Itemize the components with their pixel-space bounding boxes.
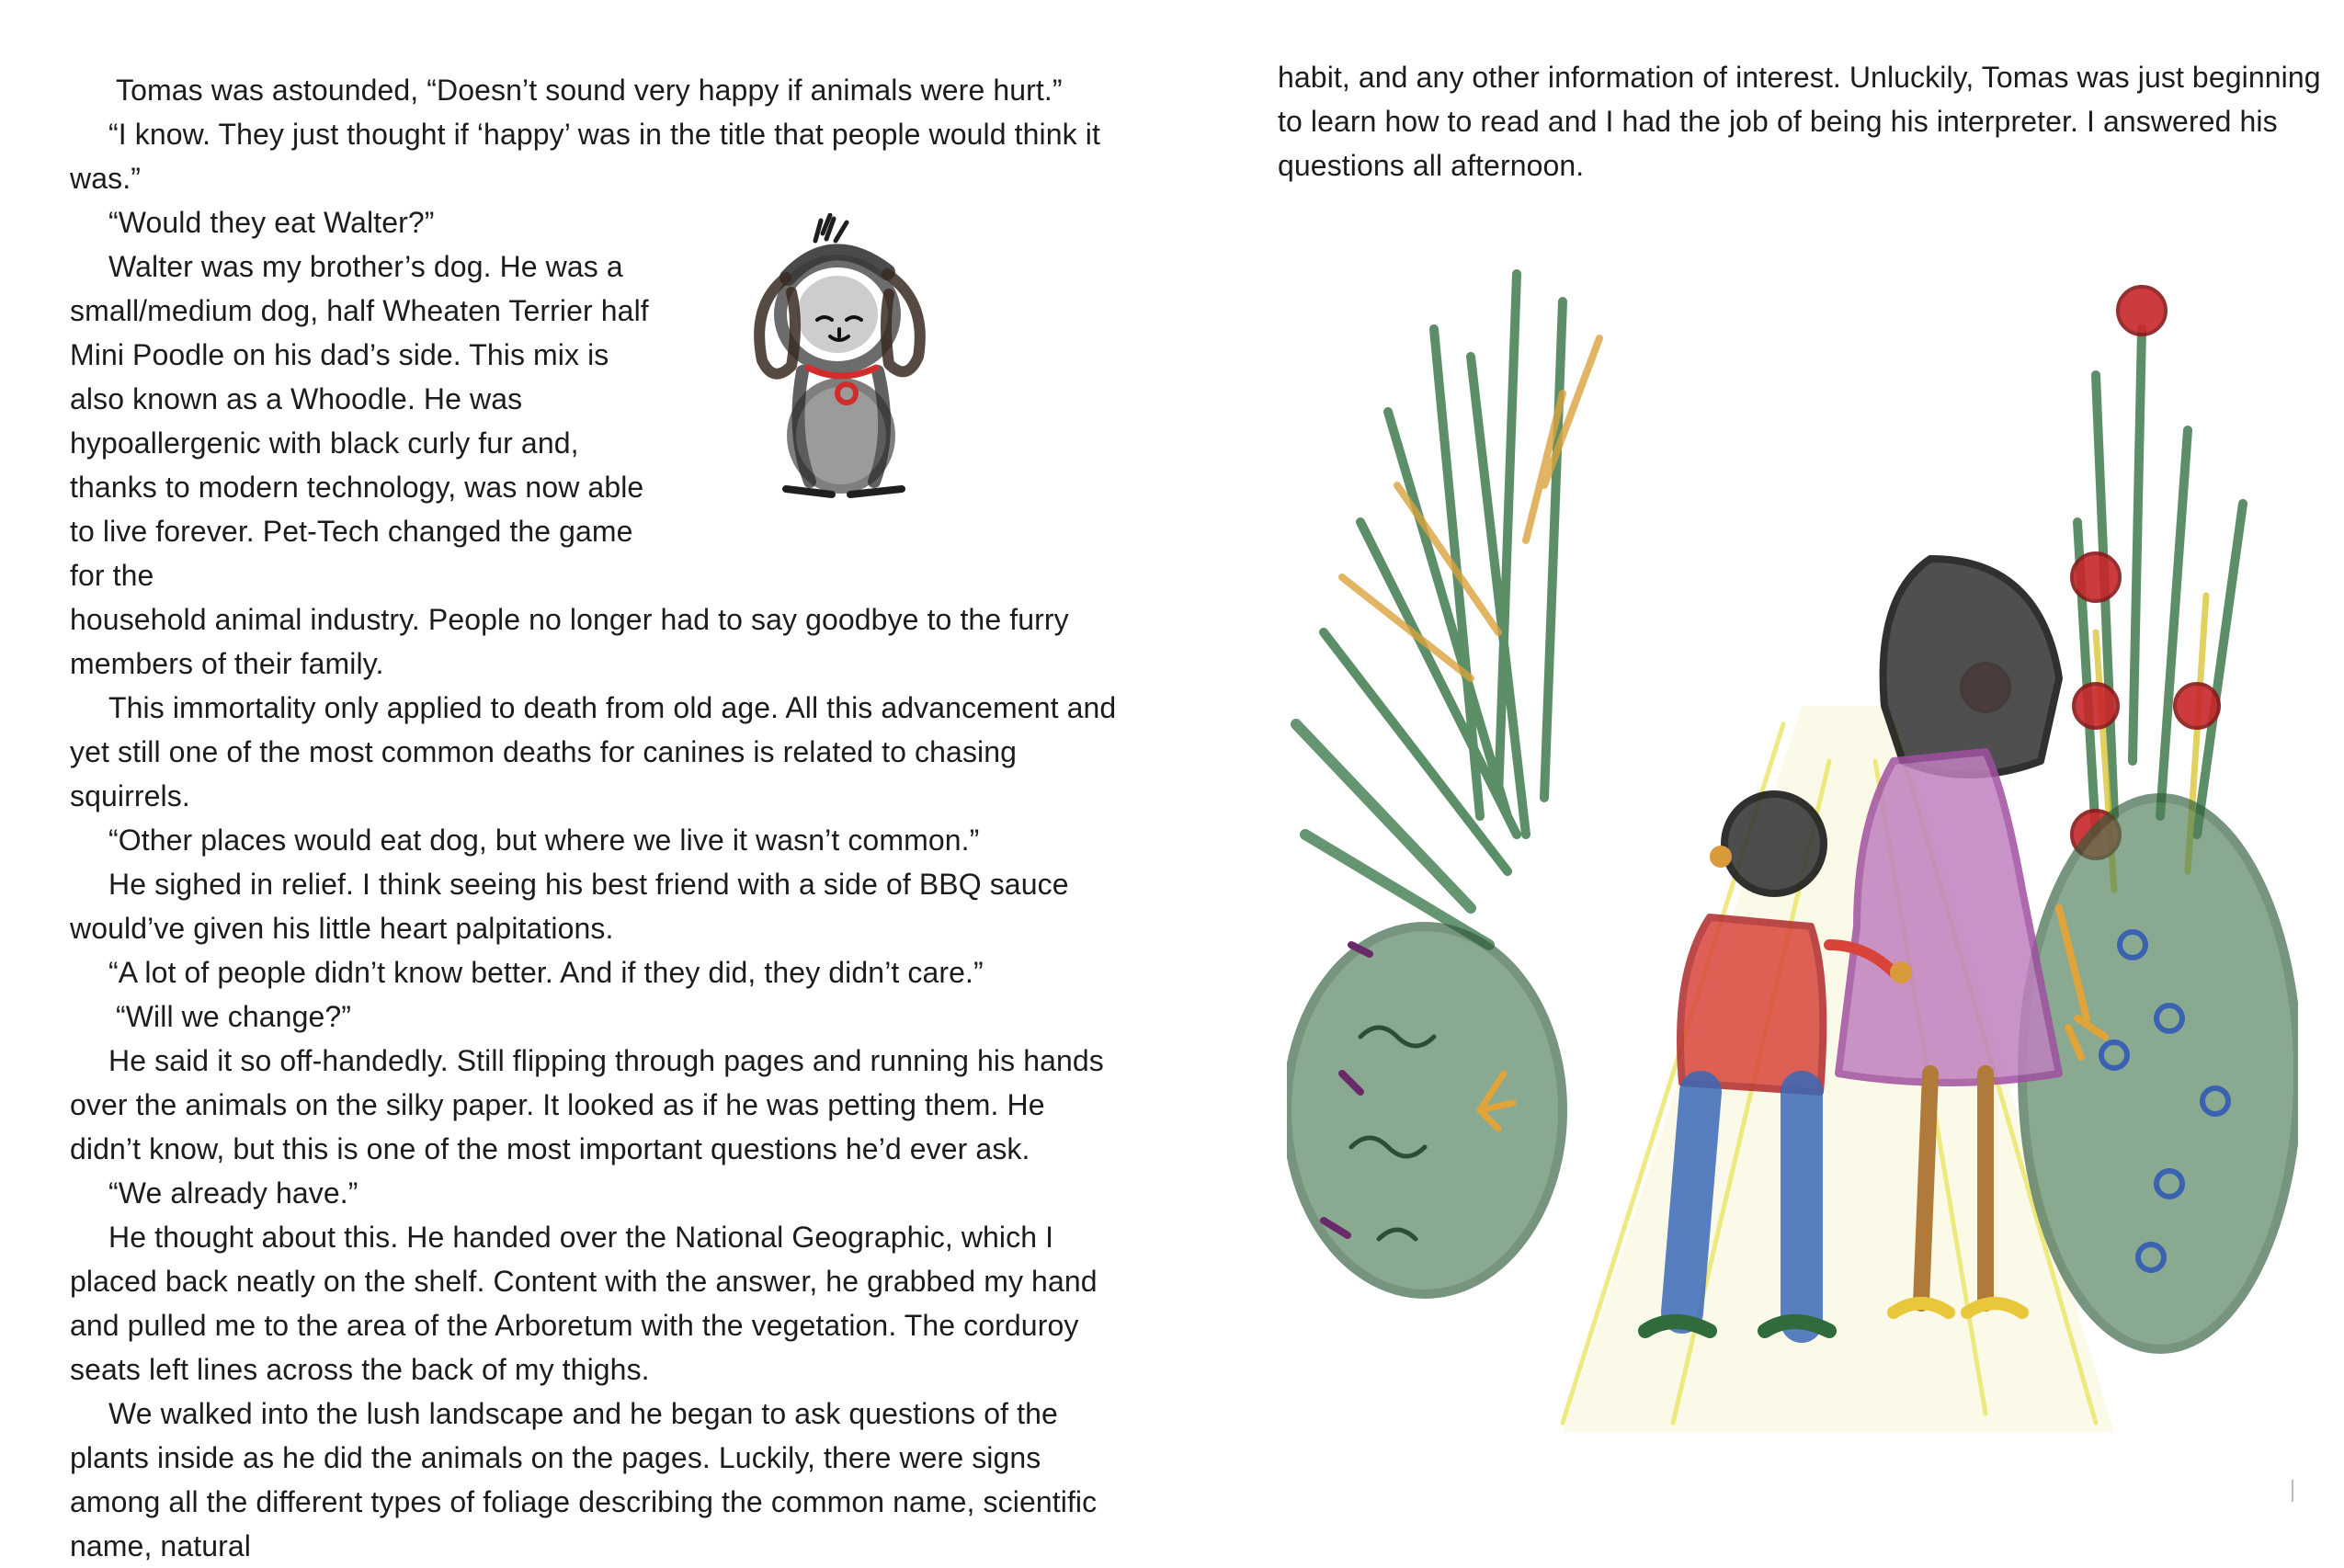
paragraph: Tomas was astounded, “Doesn’t sound very happy if animals were hurt.” <box>116 74 1063 107</box>
left-page <box>0 0 1172 1562</box>
paragraph: This immortality only applied to death from old age. All this advancement and yet still one of the most common deaths for canines is related to chasing squirrels. <box>70 691 1117 812</box>
paragraph-beside-dog: Walter was my brother’s dog. He was a small/medium dog, half Wheaten Terrier half Mini Poodle on his dad’s side. This mix is also known as a Whoodle. He was hypoallergenic with black curly fur and, thanks to modern technology, was now able to live forever. Pet-Tech changed the game for the <box>70 250 649 592</box>
paragraph: “Other places would eat dog, but where we live it wasn’t common.” <box>108 824 980 857</box>
crayon-garden-path-icon <box>1287 246 2298 1432</box>
paragraph: habit, and any other information of interest. Unluckily, Tomas was just beginning to learn how to read and I had the job of being his interpreter. I answered his questions all afternoon. <box>1278 61 2321 182</box>
paragraph: He thought about this. He handed over the National Geographic, which I placed back neatly on the shelf. Content with the answer, he grabbed my hand and pulled me to the area of the Arboretum with the vegetation. The corduroy seats left lines across the back of my thighs. <box>70 1221 1098 1386</box>
paragraph: “Will we change?” <box>116 1000 352 1033</box>
paragraph: He said it so off-handedly. Still flipping through pages and running his hands over the animals on the silky paper. It looked as if he was petting them. He didn’t know, but this is one of the most important questions he’d ever ask. <box>70 1044 1104 1165</box>
crayon-dog-icon <box>731 213 951 504</box>
paragraph: “We already have.” <box>108 1176 358 1210</box>
paragraph: He sighed in relief. I think seeing his best friend with a side of BBQ sauce would’ve given his little heart palpitations. <box>70 868 1069 945</box>
left-page-text <box>70 68 1118 1568</box>
right-page-text <box>1278 55 2326 187</box>
paragraph: “Would they eat Walter?” <box>108 206 435 239</box>
paragraph-continued: household animal industry. People no longer had to say goodbye to the furry members of their family. <box>70 603 1069 680</box>
page-edge-mark <box>2292 1480 2293 1502</box>
paragraph: “I know. They just thought if ‘happy’ was in the title that people would think it was.” <box>70 118 1100 195</box>
right-page <box>1172 0 2344 1517</box>
paragraph: “A lot of people didn’t know better. And if they did, they didn’t care.” <box>108 956 984 989</box>
paragraph: We walked into the lush landscape and he began to ask questions of the plants inside as he did the animals on the pages. Luckily, there were signs among all the different types of foliage describing the common name, scientific name, natural <box>70 1397 1098 1562</box>
